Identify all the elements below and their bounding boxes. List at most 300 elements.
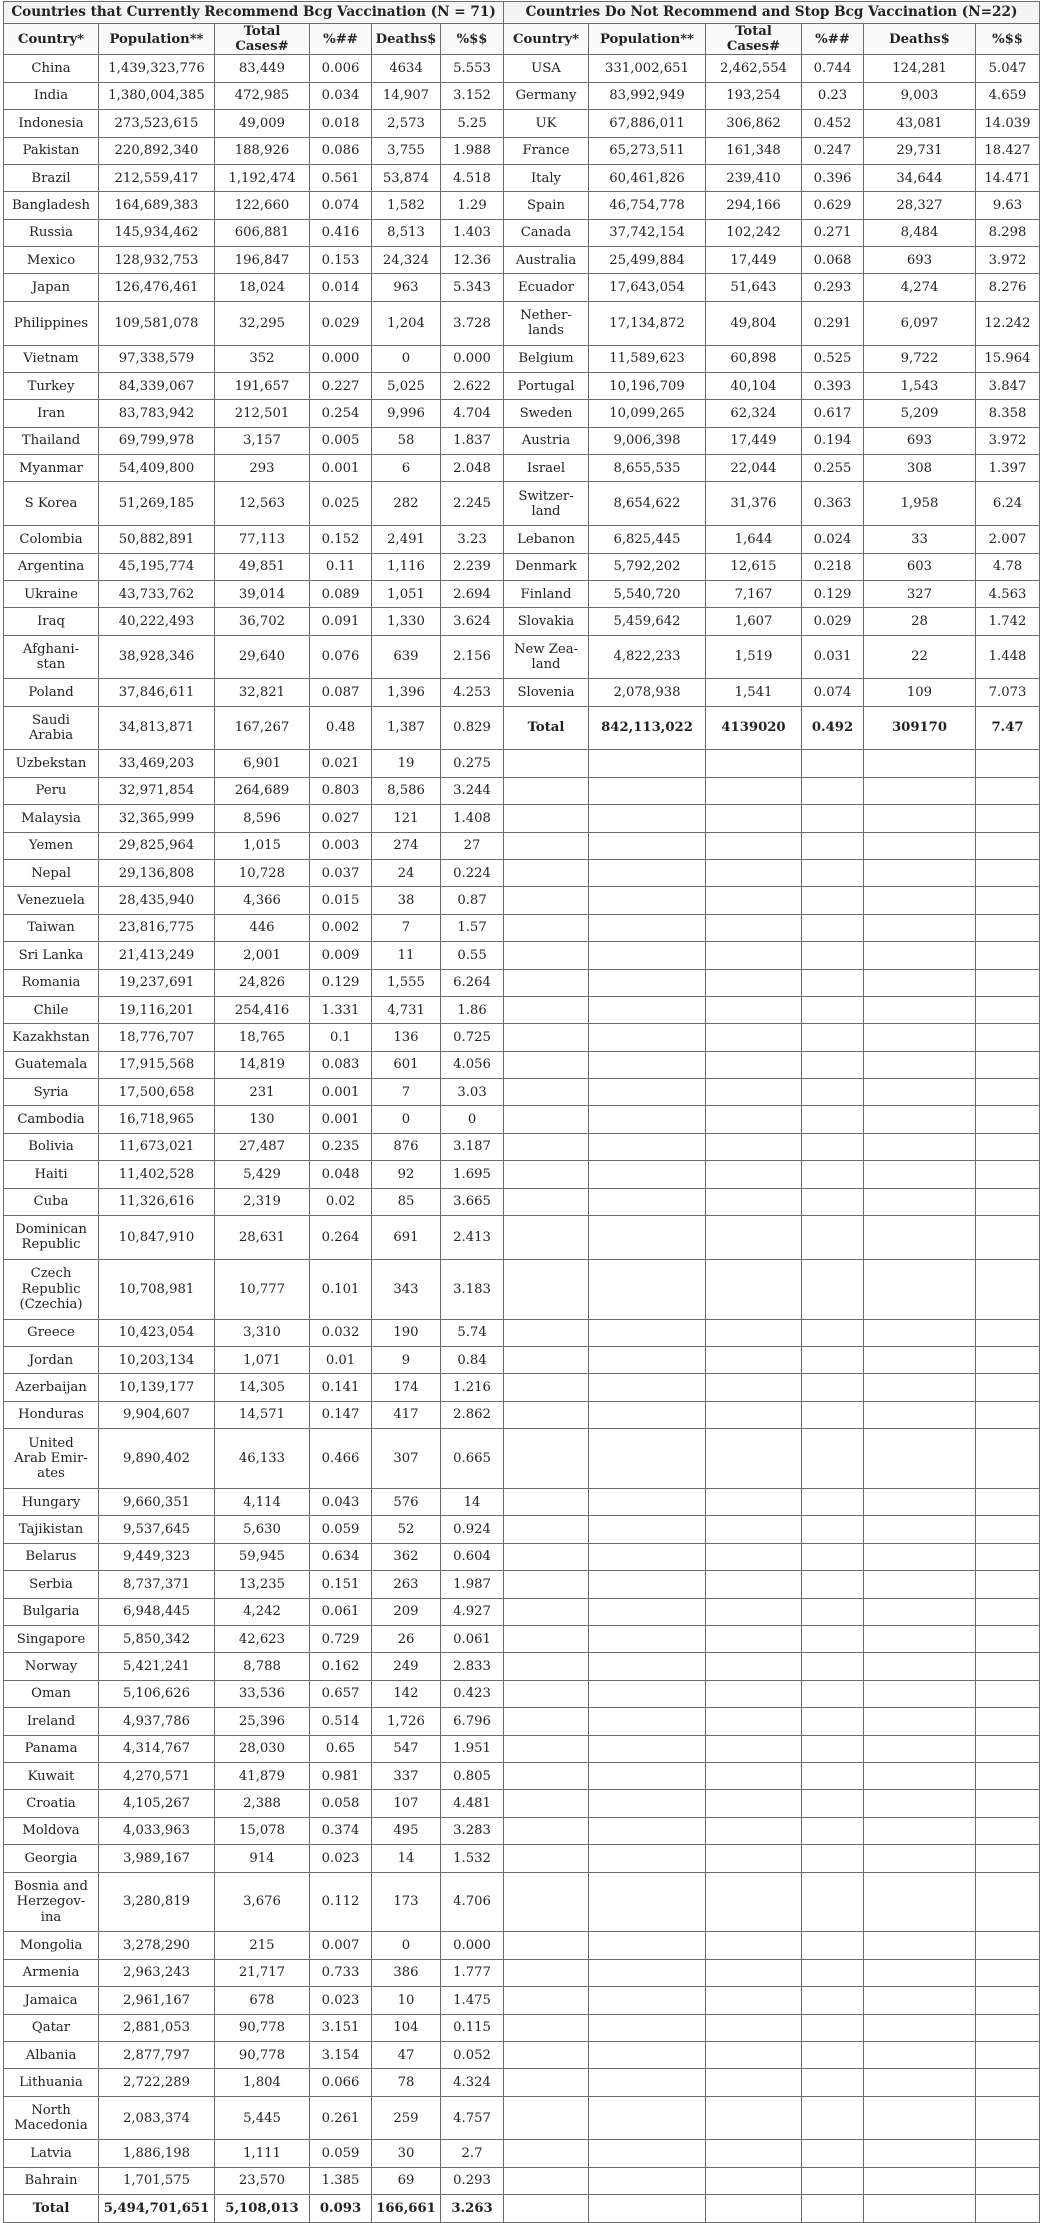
country-cell: Chile <box>4 996 99 1023</box>
total-cell: 309170 <box>864 706 976 750</box>
value-cell: 11,589,623 <box>589 345 706 372</box>
empty-cell <box>504 1401 589 1428</box>
value-cell: 13,235 <box>215 1571 310 1598</box>
total-cell: 0.492 <box>802 706 864 750</box>
value-cell: 0.525 <box>802 345 864 372</box>
table-row <box>4 1161 504 1188</box>
country-cell: Venezuela <box>4 887 99 914</box>
empty-cell <box>589 996 706 1023</box>
empty-cell <box>589 1735 706 1762</box>
empty-row <box>504 1598 1040 1625</box>
empty-row <box>504 2096 1040 2140</box>
value-cell: 41,879 <box>215 1763 310 1790</box>
value-cell: 21,413,249 <box>99 942 215 969</box>
empty-cell <box>864 2195 976 2222</box>
value-cell: 0.657 <box>310 1680 372 1707</box>
value-cell: 0.021 <box>310 750 372 777</box>
table-row <box>504 580 1040 607</box>
empty-cell <box>976 1024 1040 1051</box>
country-cell: S Korea <box>4 482 99 526</box>
table-row <box>4 1845 504 1872</box>
value-cell: 4.481 <box>441 1790 504 1817</box>
value-cell: 24 <box>372 859 441 886</box>
value-cell: 1.742 <box>976 608 1040 635</box>
value-cell: 14,305 <box>215 1374 310 1401</box>
value-cell: 128,932,753 <box>99 247 215 274</box>
empty-cell <box>976 1680 1040 1707</box>
value-cell: 0.634 <box>310 1543 372 1570</box>
empty-cell <box>706 1708 802 1735</box>
value-cell: 1.331 <box>310 996 372 1023</box>
table-row <box>4 1374 504 1401</box>
table-row <box>504 553 1040 580</box>
empty-row <box>504 1188 1040 1215</box>
table-row <box>504 526 1040 553</box>
value-cell: 4.056 <box>441 1051 504 1078</box>
empty-cell <box>802 2195 864 2222</box>
country-cell: Israel <box>504 455 589 482</box>
empty-cell <box>706 777 802 804</box>
value-cell: 0 <box>441 1106 504 1133</box>
empty-cell <box>976 1763 1040 1790</box>
value-cell: 0.023 <box>310 1987 372 2014</box>
table-row <box>4 777 504 804</box>
value-cell: 0.293 <box>802 274 864 301</box>
value-cell: 46,754,778 <box>589 192 706 219</box>
column-header: Total Cases# <box>215 24 310 55</box>
value-cell: 17,449 <box>706 247 802 274</box>
empty-cell <box>802 1516 864 1543</box>
value-cell: 239,410 <box>706 164 802 191</box>
value-cell: 914 <box>215 1845 310 1872</box>
value-cell: 0.466 <box>310 1429 372 1489</box>
country-cell: Armenia <box>4 1959 99 1986</box>
value-cell: 2.622 <box>441 372 504 399</box>
value-cell: 29,640 <box>215 635 310 679</box>
country-cell: Turkey <box>4 372 99 399</box>
value-cell: 10,196,709 <box>589 372 706 399</box>
value-cell: 14,819 <box>215 1051 310 1078</box>
value-cell: 6,948,445 <box>99 1598 215 1625</box>
empty-cell <box>976 996 1040 1023</box>
value-cell: 307 <box>372 1429 441 1489</box>
value-cell: 8,654,622 <box>589 482 706 526</box>
empty-cell <box>589 805 706 832</box>
value-cell: 60,461,826 <box>589 164 706 191</box>
empty-cell <box>589 969 706 996</box>
value-cell: 109 <box>864 679 976 706</box>
table-row <box>4 608 504 635</box>
value-cell: 691 <box>372 1216 441 1260</box>
table-row <box>4 526 504 553</box>
empty-cell <box>504 1735 589 1762</box>
table-row <box>504 274 1040 301</box>
value-cell: 0.000 <box>441 345 504 372</box>
empty-row <box>504 1516 1040 1543</box>
value-cell: 0.255 <box>802 455 864 482</box>
value-cell: 15,078 <box>215 1817 310 1844</box>
value-cell: 5,106,626 <box>99 1680 215 1707</box>
value-cell: 1.837 <box>441 427 504 454</box>
value-cell: 0.153 <box>310 247 372 274</box>
country-cell: Oman <box>4 1680 99 1707</box>
value-cell: 3.151 <box>310 2014 372 2041</box>
value-cell: 1.29 <box>441 192 504 219</box>
empty-row <box>504 1845 1040 1872</box>
value-cell: 0.393 <box>802 372 864 399</box>
value-cell: 1.777 <box>441 1959 504 1986</box>
value-cell: 4.518 <box>441 164 504 191</box>
value-cell: 3,310 <box>215 1319 310 1346</box>
table-row <box>4 1133 504 1160</box>
value-cell: 0.981 <box>310 1763 372 1790</box>
country-cell: Haiti <box>4 1161 99 1188</box>
value-cell: 7,167 <box>706 580 802 607</box>
country-cell: Norway <box>4 1653 99 1680</box>
value-cell: 22,044 <box>706 455 802 482</box>
table-row <box>4 110 504 137</box>
value-cell: 102,242 <box>706 219 802 246</box>
value-cell: 4.659 <box>976 82 1040 109</box>
empty-cell <box>706 2195 802 2222</box>
empty-cell <box>589 1845 706 1872</box>
table-row <box>4 1872 504 1932</box>
value-cell: 14,571 <box>215 1401 310 1428</box>
country-cell: Iran <box>4 400 99 427</box>
empty-cell <box>589 2167 706 2194</box>
bcg-not-recommend-table <box>503 1 1040 2223</box>
empty-cell <box>976 1598 1040 1625</box>
column-header: %$$ <box>976 24 1040 55</box>
empty-cell <box>976 887 1040 914</box>
value-cell: 1,541 <box>706 679 802 706</box>
value-cell: 130 <box>215 1106 310 1133</box>
value-cell: 2.048 <box>441 455 504 482</box>
value-cell: 3.283 <box>441 1817 504 1844</box>
value-cell: 0.083 <box>310 1051 372 1078</box>
value-cell: 0.101 <box>310 1259 372 1319</box>
value-cell: 0 <box>372 1106 441 1133</box>
value-cell: 5,630 <box>215 1516 310 1543</box>
empty-cell <box>864 1216 976 1260</box>
empty-cell <box>706 1106 802 1133</box>
country-cell: Belgium <box>504 345 589 372</box>
value-cell: 9,722 <box>864 345 976 372</box>
value-cell: 83,449 <box>215 55 310 82</box>
value-cell: 32,971,854 <box>99 777 215 804</box>
value-cell: 2,319 <box>215 1188 310 1215</box>
empty-cell <box>802 832 864 859</box>
empty-cell <box>706 2069 802 2096</box>
empty-cell <box>706 2096 802 2140</box>
empty-row <box>504 969 1040 996</box>
value-cell: 4.757 <box>441 2096 504 2140</box>
empty-row <box>504 914 1040 941</box>
column-header: Country* <box>4 24 99 55</box>
value-cell: 1.385 <box>310 2167 372 2194</box>
value-cell: 0.002 <box>310 914 372 941</box>
empty-cell <box>706 914 802 941</box>
value-cell: 3.154 <box>310 2042 372 2069</box>
empty-cell <box>589 1489 706 1516</box>
value-cell: 4.253 <box>441 679 504 706</box>
empty-cell <box>976 1374 1040 1401</box>
table-row <box>4 805 504 832</box>
empty-cell <box>589 2140 706 2167</box>
empty-row <box>504 750 1040 777</box>
value-cell: 4,937,786 <box>99 1708 215 1735</box>
empty-cell <box>706 1133 802 1160</box>
country-cell: Ecuador <box>504 274 589 301</box>
empty-cell <box>976 1626 1040 1653</box>
empty-cell <box>504 1959 589 1986</box>
empty-row <box>504 1626 1040 1653</box>
empty-cell <box>706 1051 802 1078</box>
empty-cell <box>976 2014 1040 2041</box>
empty-row <box>504 1817 1040 1844</box>
value-cell: 0.089 <box>310 580 372 607</box>
value-cell: 1.216 <box>441 1374 504 1401</box>
value-cell: 40,222,493 <box>99 608 215 635</box>
value-cell: 1.695 <box>441 1161 504 1188</box>
empty-cell <box>589 1543 706 1570</box>
empty-cell <box>976 1188 1040 1215</box>
country-cell: Japan <box>4 274 99 301</box>
table-row <box>4 942 504 969</box>
empty-cell <box>864 1708 976 1735</box>
value-cell: 0.024 <box>802 526 864 553</box>
empty-cell <box>706 2014 802 2041</box>
value-cell: 0.396 <box>802 164 864 191</box>
empty-cell <box>864 777 976 804</box>
empty-row <box>504 1133 1040 1160</box>
value-cell: 25,396 <box>215 1708 310 1735</box>
empty-cell <box>864 1680 976 1707</box>
empty-cell <box>504 2042 589 2069</box>
value-cell: 4,314,767 <box>99 1735 215 1762</box>
value-cell: 0.803 <box>310 777 372 804</box>
empty-row <box>504 1051 1040 1078</box>
empty-cell <box>864 969 976 996</box>
value-cell: 0.11 <box>310 553 372 580</box>
value-cell: 1,439,323,776 <box>99 55 215 82</box>
column-header: %## <box>802 24 864 55</box>
value-cell: 0.84 <box>441 1347 504 1374</box>
table-row <box>4 55 504 82</box>
value-cell: 174 <box>372 1374 441 1401</box>
table-row <box>4 427 504 454</box>
country-cell: Croatia <box>4 1790 99 1817</box>
empty-row <box>504 1708 1040 1735</box>
value-cell: 446 <box>215 914 310 941</box>
value-cell: 4.563 <box>976 580 1040 607</box>
empty-cell <box>504 1188 589 1215</box>
country-cell: Ireland <box>4 1708 99 1735</box>
value-cell: 0.729 <box>310 1626 372 1653</box>
empty-cell <box>589 1932 706 1959</box>
empty-cell <box>504 942 589 969</box>
value-cell: 0.423 <box>441 1680 504 1707</box>
empty-cell <box>864 859 976 886</box>
value-cell: 212,501 <box>215 400 310 427</box>
empty-row <box>504 1543 1040 1570</box>
value-cell: 9 <box>372 1347 441 1374</box>
empty-cell <box>706 1872 802 1932</box>
empty-cell <box>802 1817 864 1844</box>
empty-cell <box>706 887 802 914</box>
value-cell: 0.293 <box>441 2167 504 2194</box>
value-cell: 84,339,067 <box>99 372 215 399</box>
empty-cell <box>706 859 802 886</box>
empty-cell <box>802 1653 864 1680</box>
empty-cell <box>706 969 802 996</box>
empty-cell <box>589 1959 706 1986</box>
value-cell: 46,133 <box>215 1429 310 1489</box>
value-cell: 0.141 <box>310 1374 372 1401</box>
empty-cell <box>706 1680 802 1707</box>
value-cell: 3,157 <box>215 427 310 454</box>
empty-cell <box>802 859 864 886</box>
empty-cell <box>864 2014 976 2041</box>
value-cell: 167,267 <box>215 706 310 750</box>
value-cell: 9,449,323 <box>99 1543 215 1570</box>
value-cell: 231 <box>215 1079 310 1106</box>
value-cell: 9,996 <box>372 400 441 427</box>
empty-cell <box>864 1932 976 1959</box>
value-cell: 9,890,402 <box>99 1429 215 1489</box>
empty-cell <box>802 2069 864 2096</box>
country-cell: Azerbaijan <box>4 1374 99 1401</box>
empty-row <box>504 2042 1040 2069</box>
country-cell: Colombia <box>4 526 99 553</box>
empty-row <box>504 1571 1040 1598</box>
value-cell: 0.224 <box>441 859 504 886</box>
empty-cell <box>802 2042 864 2069</box>
column-header: Deaths$ <box>372 24 441 55</box>
value-cell: 0.02 <box>310 1188 372 1215</box>
value-cell: 2,573 <box>372 110 441 137</box>
empty-cell <box>802 1429 864 1489</box>
value-cell: 294,166 <box>706 192 802 219</box>
country-cell: Greece <box>4 1319 99 1346</box>
empty-cell <box>504 1845 589 1872</box>
empty-cell <box>589 1708 706 1735</box>
empty-cell <box>589 1401 706 1428</box>
value-cell: 0.001 <box>310 1079 372 1106</box>
table-row <box>4 996 504 1023</box>
value-cell: 83,992,949 <box>589 82 706 109</box>
value-cell: 0.043 <box>310 1489 372 1516</box>
value-cell: 2,881,053 <box>99 2014 215 2041</box>
column-header: %$$ <box>441 24 504 55</box>
empty-cell <box>589 2069 706 2096</box>
value-cell: 3.244 <box>441 777 504 804</box>
country-cell: Serbia <box>4 1571 99 1598</box>
table-row <box>4 1489 504 1516</box>
value-cell: 53,874 <box>372 164 441 191</box>
value-cell: 2.239 <box>441 553 504 580</box>
country-cell: Lebanon <box>504 526 589 553</box>
column-header: Total Cases# <box>706 24 802 55</box>
empty-cell <box>802 914 864 941</box>
value-cell: 0.744 <box>802 55 864 82</box>
value-cell: 1,111 <box>215 2140 310 2167</box>
value-cell: 547 <box>372 1735 441 1762</box>
country-cell: Peru <box>4 777 99 804</box>
value-cell: 2,491 <box>372 526 441 553</box>
country-cell: India <box>4 82 99 109</box>
value-cell: 47 <box>372 2042 441 2069</box>
empty-cell <box>589 1598 706 1625</box>
value-cell: 1,804 <box>215 2069 310 2096</box>
empty-cell <box>504 1489 589 1516</box>
value-cell: 34,813,871 <box>99 706 215 750</box>
empty-cell <box>864 1872 976 1932</box>
value-cell: 0.733 <box>310 1959 372 1986</box>
empty-row <box>504 2069 1040 2096</box>
empty-cell <box>589 1817 706 1844</box>
table-row <box>4 706 504 750</box>
empty-cell <box>864 1051 976 1078</box>
country-cell: Bosnia and Herzegov- ina <box>4 1872 99 1932</box>
empty-cell <box>504 2069 589 2096</box>
value-cell: 0.037 <box>310 859 372 886</box>
table-row <box>504 372 1040 399</box>
table-row <box>4 914 504 941</box>
table-row <box>4 2096 504 2140</box>
empty-cell <box>504 2195 589 2222</box>
empty-cell <box>589 1024 706 1051</box>
value-cell: 220,892,340 <box>99 137 215 164</box>
empty-row <box>504 1680 1040 1707</box>
empty-cell <box>589 1216 706 1260</box>
empty-cell <box>864 805 976 832</box>
value-cell: 6 <box>372 455 441 482</box>
country-cell: Honduras <box>4 1401 99 1428</box>
value-cell: 9,660,351 <box>99 1489 215 1516</box>
table-row <box>4 832 504 859</box>
country-cell: Albania <box>4 2042 99 2069</box>
country-cell: Bahrain <box>4 2167 99 2194</box>
value-cell: 7.073 <box>976 679 1040 706</box>
empty-row <box>504 1374 1040 1401</box>
empty-cell <box>976 1489 1040 1516</box>
value-cell: 0.029 <box>802 608 864 635</box>
table-row <box>4 1401 504 1428</box>
table-row <box>4 1024 504 1051</box>
value-cell: 0.604 <box>441 1543 504 1570</box>
value-cell: 50,882,891 <box>99 526 215 553</box>
country-cell: Guatemala <box>4 1051 99 1078</box>
empty-cell <box>589 942 706 969</box>
country-cell: China <box>4 55 99 82</box>
value-cell: 6.796 <box>441 1708 504 1735</box>
empty-row <box>504 1959 1040 1986</box>
value-cell: 274 <box>372 832 441 859</box>
value-cell: 19 <box>372 750 441 777</box>
empty-cell <box>802 1790 864 1817</box>
empty-cell <box>504 1598 589 1625</box>
value-cell: 0.235 <box>310 1133 372 1160</box>
table-row <box>4 859 504 886</box>
empty-cell <box>802 1133 864 1160</box>
empty-row <box>504 859 1040 886</box>
value-cell: 2.833 <box>441 1653 504 1680</box>
empty-cell <box>504 914 589 941</box>
value-cell: 164,689,383 <box>99 192 215 219</box>
value-cell: 639 <box>372 635 441 679</box>
value-cell: 5.74 <box>441 1319 504 1346</box>
